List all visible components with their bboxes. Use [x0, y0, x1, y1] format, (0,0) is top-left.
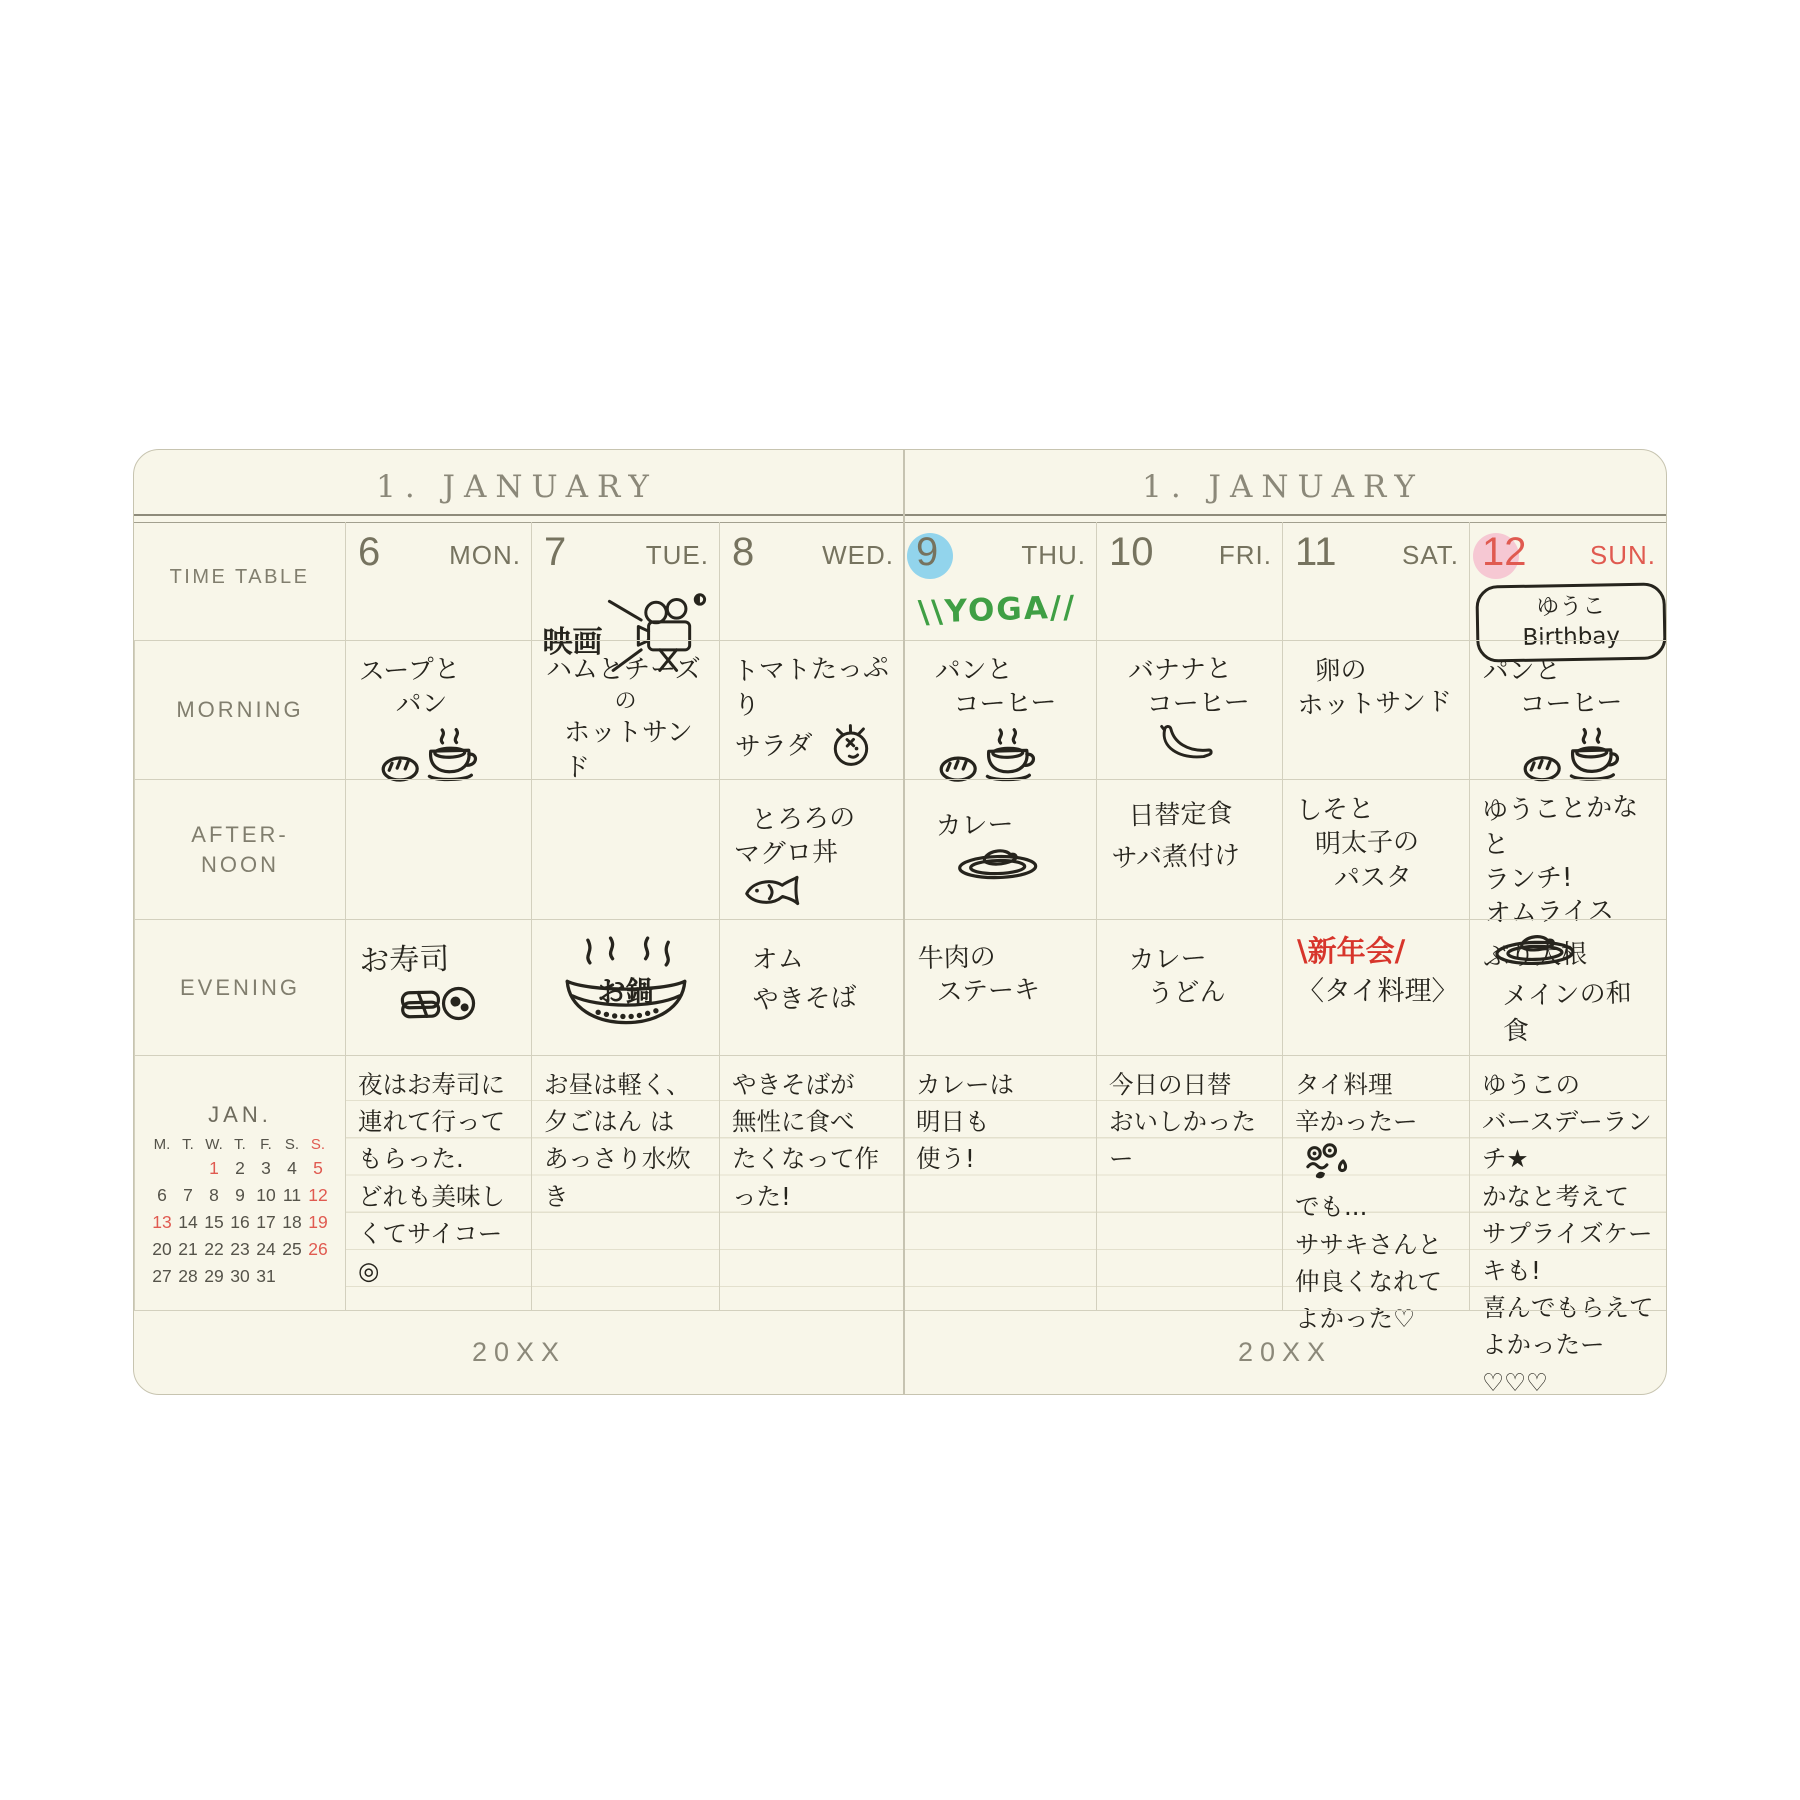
day-of-week-label: MON.	[449, 540, 521, 570]
mini-cal-date: 2	[235, 1158, 245, 1178]
mini-cal-weekday: M.	[153, 1136, 171, 1153]
mini-cal-date	[175, 1155, 201, 1182]
row-label-evening: EVENING	[134, 919, 345, 1055]
evening-sun: ぶり大根 メインの和食	[1469, 919, 1666, 1055]
mini-cal-weekday: S.	[284, 1136, 300, 1153]
mini-calendar-title: JAN.	[208, 1102, 272, 1127]
day-header-thu	[904, 522, 1096, 640]
morning-thu: パンと コーヒー	[904, 640, 1096, 779]
page-gutter-divider	[903, 450, 905, 1394]
mini-cal-date: 29	[204, 1266, 224, 1286]
mini-calendar	[147, 1102, 333, 1290]
fish-doodle	[741, 871, 804, 913]
day-number: 10	[1109, 530, 1154, 574]
mini-cal-weekday: W.	[205, 1136, 223, 1153]
day-of-week-label: WED.	[822, 540, 894, 570]
mini-cal-weekday: S.	[310, 1136, 326, 1153]
mini-cal-date: 27	[152, 1266, 172, 1286]
morning-mon: スープと パン	[345, 640, 531, 779]
day-header-sat	[1282, 522, 1469, 640]
day-of-week-label: THU.	[1021, 540, 1086, 570]
mini-cal-date: 9	[235, 1185, 245, 1205]
mini-calendar-dates	[147, 1155, 333, 1290]
mini-cal-date: 15	[204, 1212, 224, 1232]
mini-cal-date: 18	[282, 1212, 302, 1232]
day-header-mon	[345, 522, 531, 640]
day-header-wed	[719, 522, 904, 640]
hotpot-label: お鍋	[597, 975, 654, 1008]
afternoon-wed: とろろの マグロ丼	[719, 779, 904, 919]
weekly-planner-page	[133, 449, 1667, 1395]
mini-cal-date	[149, 1155, 175, 1182]
mini-cal-date: 26	[308, 1239, 328, 1259]
notes-mon: 夜はお寿司に 連れて行って もらった. どれも美味し くてサイコー◎	[345, 1055, 531, 1310]
afternoon-thu: カレー	[904, 779, 1096, 919]
day-of-week-label: FRI.	[1218, 540, 1272, 570]
month-title-left: 1. JANUARY	[376, 469, 658, 505]
mini-calendar-weekday-row	[147, 1136, 333, 1153]
day-header-fri	[1096, 522, 1282, 640]
mini-cal-date: 23	[230, 1239, 250, 1259]
mini-cal-date: 11	[282, 1185, 302, 1205]
afternoon-fri: 日替定食 サバ煮付け	[1096, 779, 1282, 919]
day-number: 8	[732, 530, 755, 574]
afternoon-tue	[531, 779, 719, 919]
mini-cal-date: 31	[256, 1266, 276, 1286]
afternoon-sat: しそと 明太子の パスタ	[1282, 779, 1469, 919]
day-header-sun	[1469, 522, 1666, 652]
mini-calendar-cell	[134, 1055, 345, 1310]
day-number-highlighted: 9	[916, 530, 938, 575]
timetable-note-thu	[904, 576, 1096, 631]
notes-wed: やきそばが 無性に食べ たくなって作った!	[719, 1055, 904, 1310]
hotpot-doodle-wrap	[559, 936, 693, 1039]
mini-cal-date: 25	[282, 1239, 302, 1259]
month-header-row	[134, 450, 1666, 514]
yoga-note: \\YOGA//	[917, 589, 1077, 631]
mini-cal-date: 16	[230, 1212, 250, 1232]
mini-cal-date: 28	[178, 1266, 198, 1286]
row-label-afternoon: AFTER- NOON	[134, 779, 345, 919]
mini-cal-date: 5	[313, 1158, 323, 1178]
mini-cal-date: 17	[256, 1212, 276, 1232]
bread-and-coffee-doodle	[1520, 722, 1626, 785]
mini-cal-date: 7	[183, 1185, 193, 1205]
bread-and-coffee-doodle	[936, 723, 1042, 786]
mini-cal-date: 6	[157, 1185, 167, 1205]
row-label-morning: MORNING	[134, 640, 345, 779]
month-title-right: 1. JANUARY	[1142, 469, 1424, 505]
planner-grid	[134, 522, 1666, 1394]
banana-doodle	[1153, 721, 1220, 769]
mini-cal-date: 14	[178, 1212, 198, 1232]
mini-cal-date	[305, 1263, 331, 1290]
notes-tue: お昼は軽く、 夕ごはん は あっさり水炊き	[531, 1055, 719, 1310]
spicy-face-doodle	[1301, 1140, 1349, 1182]
tomato-doodle	[826, 720, 875, 769]
notes-sun: ゆうこの バースデーランチ★ かなと考えて サプライズケーキも! 喜んでもらえて よかったー♡♡♡	[1469, 1055, 1666, 1310]
morning-sun: パンと コーヒー	[1469, 640, 1666, 779]
evening-wed: オム やきそば	[719, 919, 904, 1055]
morning-tue: ハムとチーズ の ホットサンド	[531, 640, 719, 779]
afternoon-sun: ゆうことかなと ランチ! オムライス	[1469, 779, 1666, 919]
year-footer-left: 20XX	[134, 1310, 904, 1394]
evening-sat: \新年会/ 〈タイ料理〉	[1282, 919, 1469, 1055]
mini-cal-weekday: T.	[234, 1136, 246, 1153]
notes-thu: カレーは 明日も 使う!	[904, 1055, 1096, 1310]
mini-cal-date: 20	[152, 1239, 172, 1259]
mini-cal-date: 3	[261, 1158, 271, 1178]
birthday-bubble: ゆうこBirthbay	[1475, 582, 1666, 662]
day-of-week-label: SUN.	[1589, 540, 1656, 570]
sushi-doodle	[396, 981, 481, 1027]
afternoon-mon	[345, 779, 531, 919]
mini-cal-weekday: F.	[260, 1136, 272, 1153]
morning-sat: 卵の ホットサンド	[1282, 640, 1469, 779]
mini-cal-date: 21	[178, 1239, 198, 1259]
day-of-week-label: TUE.	[645, 540, 709, 570]
evening-fri: カレー うどん	[1096, 919, 1282, 1055]
mini-cal-date: 10	[256, 1185, 276, 1205]
timetable-note-tue: 映画	[532, 592, 719, 676]
evening-tue	[531, 919, 719, 1055]
mini-cal-date: 1	[209, 1158, 219, 1178]
day-number: 6	[358, 530, 381, 574]
mini-cal-date: 22	[204, 1239, 224, 1259]
bread-and-coffee-doodle	[378, 722, 484, 785]
new-year-party-note: \新年会/	[1297, 934, 1406, 968]
mini-cal-date: 24	[256, 1239, 276, 1259]
day-number: 7	[544, 530, 567, 574]
row-label-timetable: TIME TABLE	[169, 565, 310, 588]
notes-fri: 今日の日替 おいしかったー	[1096, 1055, 1282, 1310]
year-footer-right: 20XX	[904, 1310, 1666, 1394]
mini-cal-date: 19	[308, 1212, 328, 1232]
day-number-highlighted: 12	[1482, 530, 1527, 575]
day-number: 11	[1295, 530, 1337, 574]
mini-cal-date: 4	[287, 1158, 297, 1178]
morning-fri: バナナと コーヒー	[1096, 640, 1282, 779]
mini-cal-date: 13	[152, 1212, 172, 1232]
mini-cal-date	[279, 1263, 305, 1290]
mini-cal-date: 8	[209, 1185, 219, 1205]
day-of-week-label: SAT.	[1402, 540, 1459, 570]
curry-plate-doodle	[954, 843, 1041, 881]
evening-mon: お寿司	[345, 919, 531, 1055]
mini-cal-date: 30	[230, 1266, 250, 1286]
mini-cal-date: 12	[308, 1185, 328, 1205]
day-header-tue	[531, 522, 719, 661]
notes-sat: タイ料理 辛かったー でも... ササキさんと 仲良くなれて よかった♡	[1282, 1055, 1469, 1310]
evening-thu: 牛肉の ステーキ	[904, 919, 1096, 1055]
mini-cal-weekday: T.	[182, 1136, 194, 1153]
morning-wed: トマトたっぷり サラダ	[719, 640, 904, 779]
